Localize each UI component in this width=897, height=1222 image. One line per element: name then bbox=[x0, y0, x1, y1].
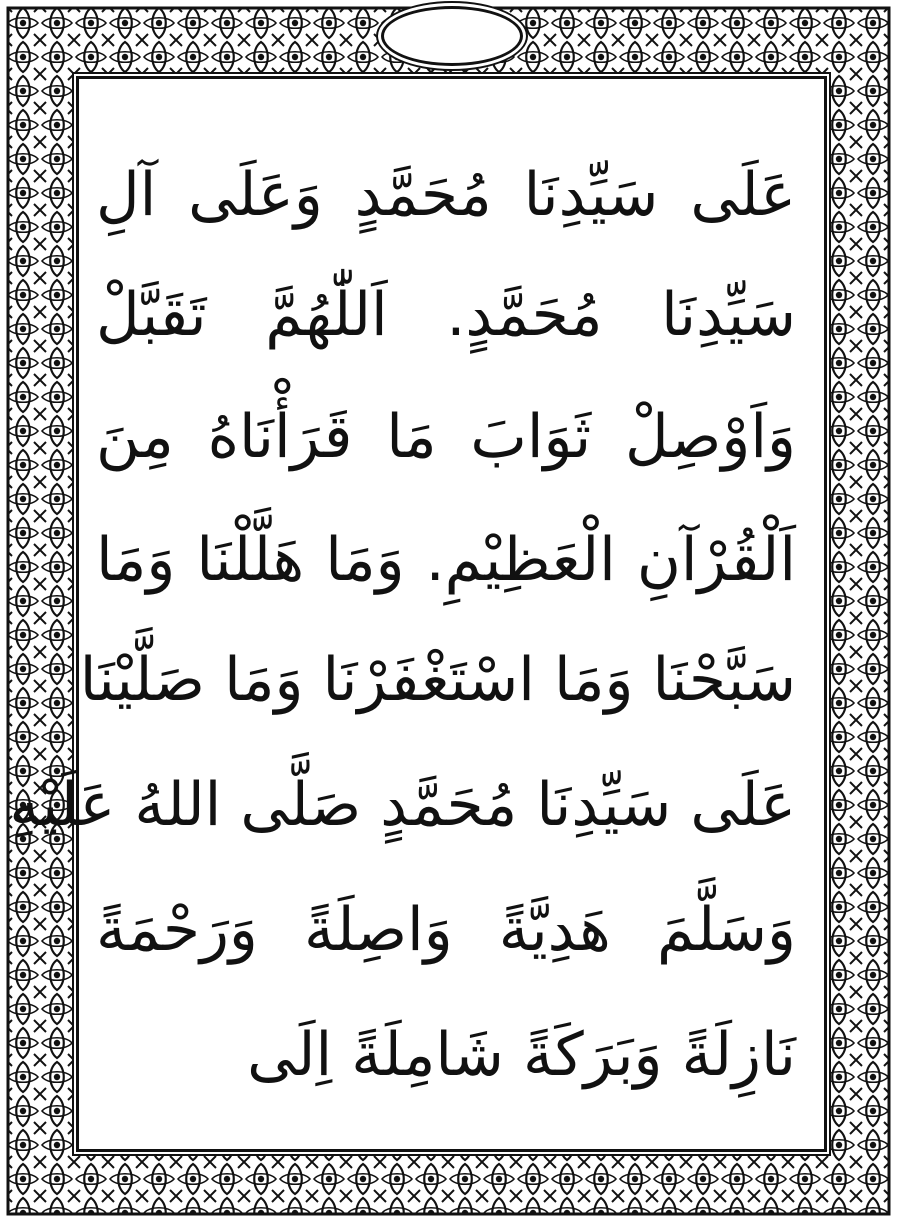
text-line-4: اَلْقُرْآنِ الْعَظِيْمِ. وَمَا هَلَّلْنَا وَمَا bbox=[96, 525, 796, 595]
text-line-6: عَلَى سَيِّدِنَا مُحَمَّدٍ صَلَّى اللهُ عَلَيْهِ bbox=[9, 770, 796, 840]
text-line-7: وَسَلَّمَ هَدِيَّةً وَاصِلَةً وَرَحْمَةً bbox=[96, 895, 796, 965]
text-line-1: عَلَى سَيِّدِنَا مُحَمَّدٍ وَعَلَى آلِ bbox=[96, 160, 796, 230]
text-line-3: وَاَوْصِلْ ثَوَابَ مَا قَرَأْنَاهُ مِنَ bbox=[96, 402, 796, 472]
text-line-8: نَازِلَةً وَبَرَكَةً شَامِلَةً اِلَى bbox=[247, 1020, 796, 1090]
arabic-text-block bbox=[9, 120, 796, 1130]
text-line-2: سَيِّدِنَا مُحَمَّدٍ. اَللّٰهُمَّ تَقَبَّلْ bbox=[96, 280, 796, 350]
text-line-5: سَبَّحْنَا وَمَا اسْتَغْفَرْنَا وَمَا صَلَّيْنَا bbox=[79, 645, 796, 715]
top-cartouche bbox=[381, 6, 523, 66]
